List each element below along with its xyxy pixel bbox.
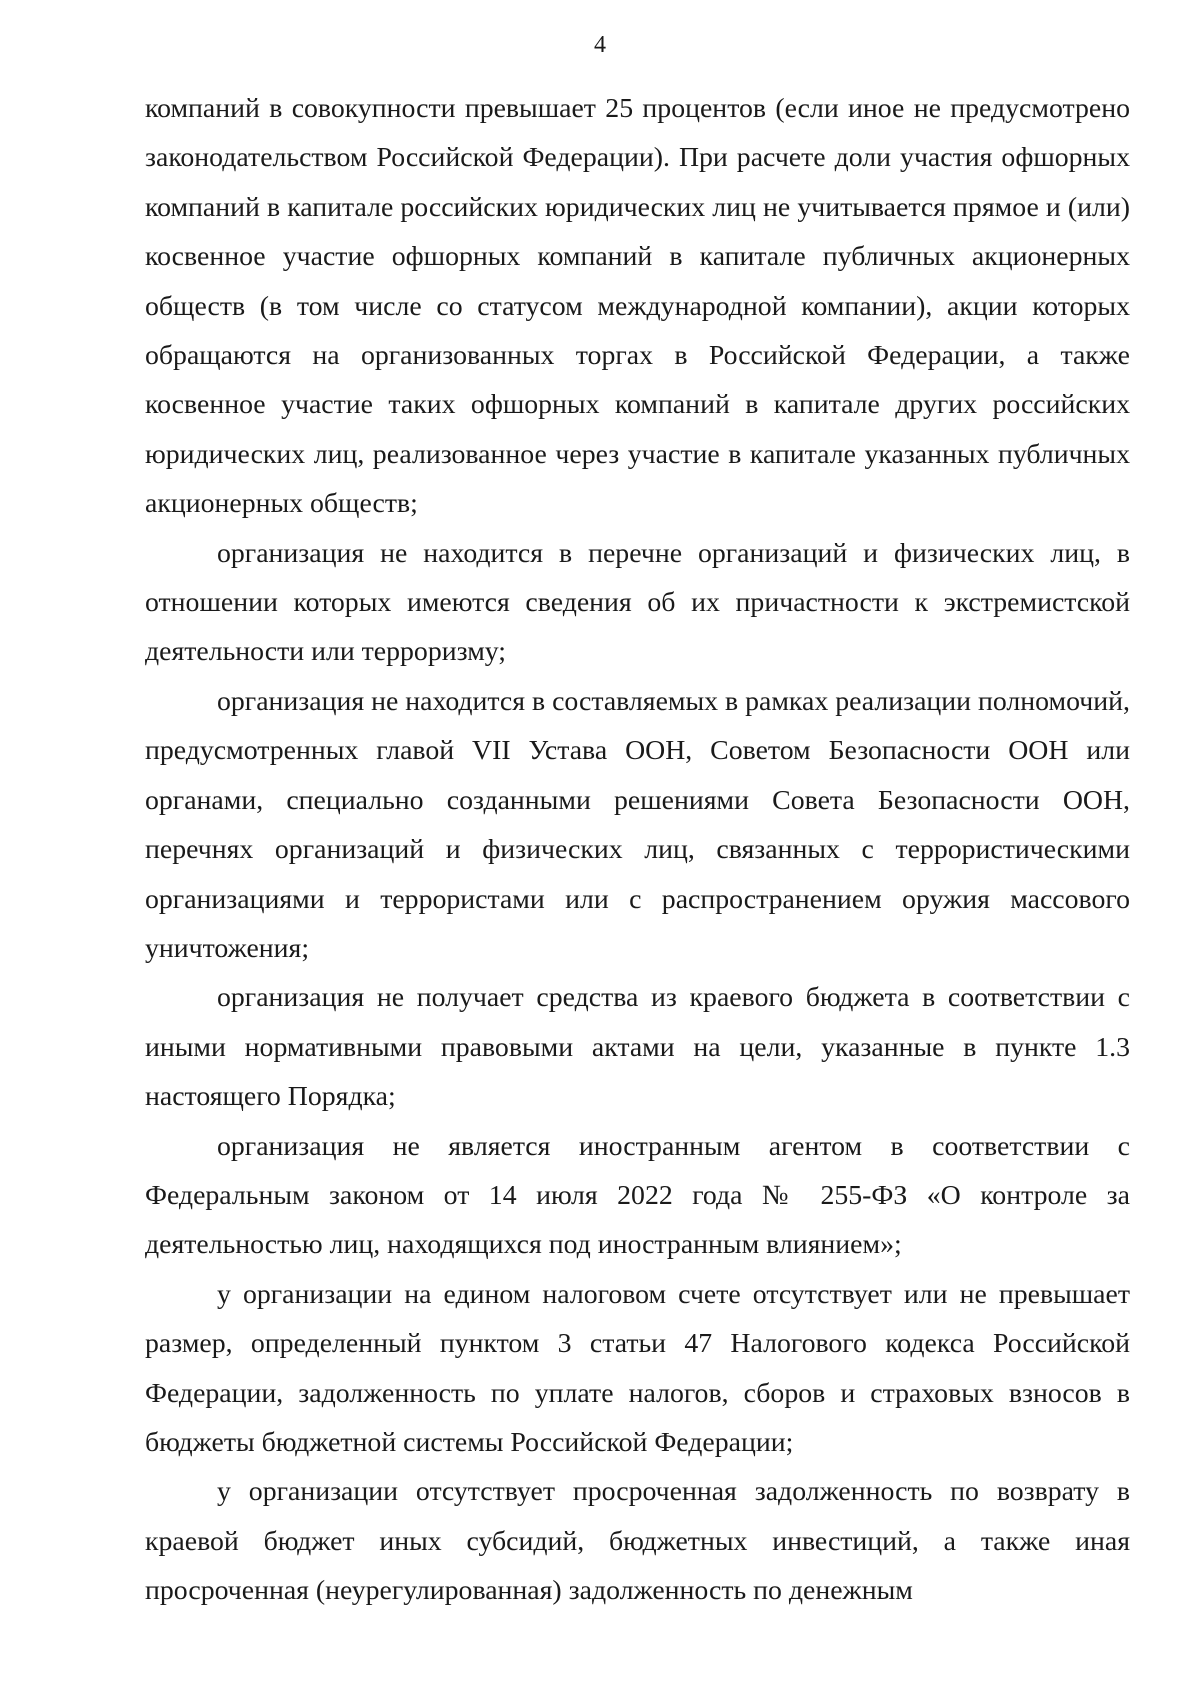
- paragraph-no-other-regional-funds: организация не получает средства из краевого бюджета в соответствии с иными нормативными правовыми актами на цели, указанные в пункте 1.3 настоящего Порядка;: [145, 982, 1130, 1113]
- document-body: [145, 84, 1130, 1616]
- paragraph-extremism-list: организация не находится в перечне организаций и физических лиц, в отношении которых имеются сведения об их причастности к экстремистской деятельности или терроризму;: [145, 537, 1130, 668]
- paragraph-offshore-participation: компаний в совокупности превышает 25 процентов (если иное не предусмотрено законодательством Российской Федерации). При расчете доли участия офшорных компаний в капитале российских юридических лиц не учитывается прямое и (или) косвенное участие офшорных компаний в капитале публичных акционерных обществ (в том числе со статусом международной компании), акции которых обращаются на организованных торгах в Российской Федерации, а также косвенное участие таких офшорных компаний в капитале других российских юридических лиц, реализованное через участие в капитале указанных публичных акционерных обществ;: [145, 93, 1130, 520]
- page-number: 4: [594, 32, 606, 58]
- paragraph-not-foreign-agent: организация не является иностранным агентом в соответствии с Федеральным законом от 14 июля 2022 года № 255-ФЗ «О контроле за деятельностью лиц, находящихся под иностранным влиянием»;: [145, 1130, 1130, 1261]
- paragraph-overdue-debt: у организации отсутствует просроченная задолженность по возврату в краевой бюджет иных субсидий, бюджетных инвестиций, а также иная просроченная (неурегулированная) задолженность по денежным: [145, 1476, 1130, 1607]
- paragraph-un-sanctions-list: организация не находится в составляемых в рамках реализации полномочий, предусмотренных главой VII Устава ООН, Советом Безопасности ООН или органами, специально созданными решениями Совета Безопасности ООН, перечнях организаций и физических лиц, связанных с террористическими организациями и террористами или с распространением оружия массового уничтожения;: [145, 685, 1130, 964]
- paragraph-tax-debt: у организации на едином налоговом счете отсутствует или не превышает размер, определенный пунктом 3 статьи 47 Налогового кодекса Российской Федерации, задолженность по уплате налогов, сборов и страховых взносов в бюджеты бюджетной системы Российской Федерации;: [145, 1278, 1130, 1458]
